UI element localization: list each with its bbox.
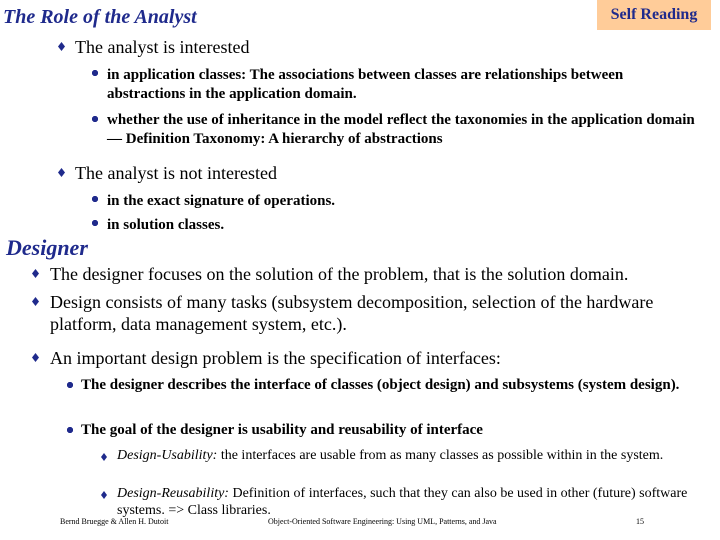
square-bullet-icon <box>92 196 99 203</box>
diamond-bullet-icon <box>101 453 108 460</box>
analyst-not-interested-item-1: in the exact signature of operations. <box>107 193 336 209</box>
analyst-interested-item-2: whether the use of inheritance in the model reflect the taxonomies in the application domain — Definition Taxonomy: A hierarchy of abstractions <box>107 112 695 147</box>
page-title: The Role of the Analyst <box>3 6 197 28</box>
goal-usability-text: the interfaces are usable from as many classes as possible within in the system. <box>217 448 664 463</box>
goal-usability <box>117 447 697 464</box>
footer-book: Object-Oriented Software Engineering: Using UML, Patterns, and Java <box>268 517 497 526</box>
diamond-bullet-icon <box>32 353 39 360</box>
goal-usability-term: Design-Usability: <box>117 448 218 463</box>
self-reading-badge: Self Reading <box>597 0 711 30</box>
designer-heading: Designer <box>6 235 88 260</box>
designer-bullet-3: An important design problem is the specification of interfaces: <box>50 348 501 368</box>
goal-reusability <box>117 485 702 519</box>
footer-authors: Bernd Bruegge & Allen H. Dutoit <box>60 517 169 526</box>
interface-item-2: The goal of the designer is usability and reusability of interface <box>81 422 483 438</box>
analyst-interested-item-1: in application classes: The associations between classes are relationships between abstractions in the application domain. <box>107 67 624 102</box>
designer-bullet-1: The designer focuses on the solution of the problem, that is the solution domain. <box>50 264 629 284</box>
square-bullet-icon <box>67 382 74 389</box>
square-bullet-icon <box>92 220 99 227</box>
diamond-bullet-icon <box>101 491 108 498</box>
diamond-bullet-icon <box>32 269 39 276</box>
analyst-not-interested-item-2: in solution classes. <box>107 217 225 233</box>
goal-reusability-term: Design-Reusability: <box>117 486 229 501</box>
designer-bullet-2: Design consists of many tasks (subsystem decomposition, selection of the hardware platform, data management system, etc.). <box>50 292 654 334</box>
footer-page-number: 15 <box>636 517 644 526</box>
goal-reusability-text: Definition of interfaces, such that they can also be used in other (future) software systems. => Class libraries. <box>117 486 688 518</box>
diamond-bullet-icon <box>58 42 65 49</box>
interface-item-1: The designer describes the interface of classes (object design) and subsystems (system design). <box>81 377 680 393</box>
square-bullet-icon <box>92 70 99 77</box>
square-bullet-icon <box>67 427 74 434</box>
diamond-bullet-icon <box>58 168 65 175</box>
square-bullet-icon <box>92 116 99 123</box>
analyst-not-interested-label: The analyst is not interested <box>75 163 277 183</box>
diamond-bullet-icon <box>32 297 39 304</box>
analyst-interested-label: The analyst is interested <box>75 37 250 57</box>
